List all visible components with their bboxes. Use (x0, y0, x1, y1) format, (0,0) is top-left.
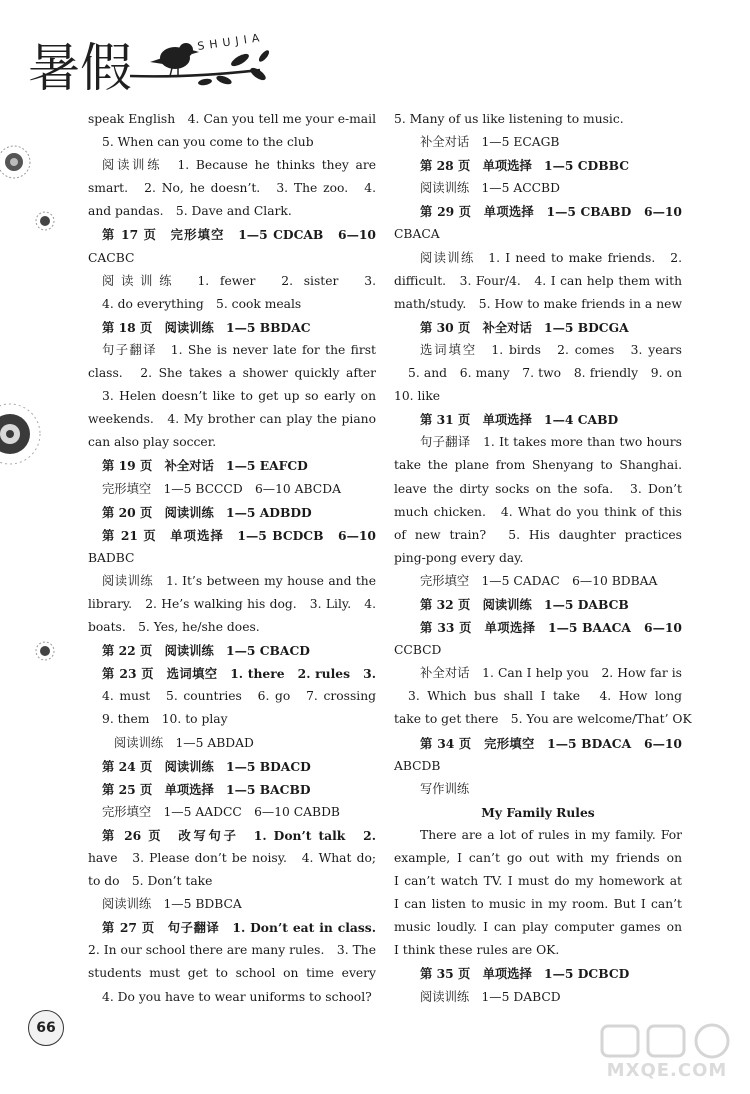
text-line: 第 27 页 句子翻译 1. Don’t eat in class. (102, 920, 376, 936)
text-line: 第 35 页 单项选择 1—5 DCBCD (420, 966, 630, 982)
watermark-text: MXQE.COM (606, 1060, 728, 1081)
text-line: 5. When can you come to the club (102, 135, 314, 150)
text-line: 第 31 页 单项选择 1—4 CABD (420, 412, 619, 428)
text-line: 3. Helen doesn’t like to get up so early on (102, 389, 376, 404)
text-line: 阅读训练 1—5 BDBCA (102, 897, 242, 912)
text-line: I can’t watch TV. I must do my homework at (394, 874, 682, 889)
sunburst-decoration (0, 140, 40, 190)
watermark-icon (592, 1022, 742, 1062)
text-line: of new train? 5. His daughter practices (394, 527, 682, 542)
text-line: CACBC (88, 250, 135, 265)
text-line: 阅读训练 1. I need to make friends. 2. (420, 250, 682, 265)
text-line: take to get there 5. You are welcome/That’ OK (394, 712, 692, 727)
text-line: 4. must 5. countries 6. go 7. crossing (102, 689, 376, 704)
text-line: 第 17 页 完形填空 1—5 CDCAB 6—10 (102, 227, 376, 243)
text-line: 第 22 页 阅读训练 1—5 CBACD (102, 643, 310, 659)
branch-icon (130, 49, 271, 86)
shujia-logo (28, 31, 271, 99)
text-line: music loudly. I can play computer games on (394, 920, 682, 935)
text-line: 句子翻译 1. She is never late for the first (102, 342, 376, 357)
left-column (88, 108, 376, 1009)
text-line: 10. like (394, 389, 441, 404)
text-line: BADBC (88, 550, 135, 565)
text-line: 第 28 页 单项选择 1—5 CDBBC (420, 158, 629, 174)
text-line: 第 26 页 改写句子 1. Don’t talk 2. (102, 827, 376, 843)
large-sunburst-decoration (0, 400, 48, 470)
text-line: There are a lot of rules in my family. For (420, 827, 682, 842)
text-line: students must get to school on time every (88, 966, 376, 981)
text-line: ping-pong every day. (394, 550, 524, 565)
text-line: ABCDB (394, 758, 441, 773)
text-line: class. 2. She takes a shower quickly after (88, 366, 376, 381)
text-line: 阅读训练 1. fewer 2. sister 3. (102, 273, 376, 288)
text-line: 2. In our school there are many rules. 3. The (88, 943, 376, 958)
text-line: 第 33 页 单项选择 1—5 BAACA 6—10 (420, 620, 682, 636)
text-line: CCBCD (394, 643, 442, 658)
text-line: weekends. 4. My brother can play the piano (88, 412, 376, 427)
text-line: 9. them 10. to play (102, 712, 228, 727)
text-line: to do 5. Don’t take (88, 874, 213, 889)
text-line: 写作训练 (420, 781, 470, 796)
header-pinyin: SHUJIA (196, 30, 266, 53)
text-line: 完形填空 1—5 CADAC 6—10 BDBAA (420, 573, 658, 588)
text-line: 4. do everything 5. cook meals (102, 296, 302, 311)
text-line: example, I can’t go out with my friends on (394, 851, 682, 865)
text-line: 补全对话 1. Can I help you 2. How far is (420, 666, 682, 681)
text-line: 第 25 页 单项选择 1—5 BACBD (102, 781, 311, 797)
text-line: 第 19 页 补全对话 1—5 EAFCD (102, 458, 308, 474)
text-line: 阅读训练 1—5 ABDAD (114, 735, 254, 750)
text-line: much chicken. 4. What do you think of this (394, 504, 682, 519)
essay-title: My Family Rules (481, 804, 595, 820)
text-line: take the plane from Shenyang to Shanghai. (394, 458, 682, 473)
text-line: difficult. 3. Four/4. 4. I can help them with (394, 273, 682, 288)
text-line: 第 29 页 单项选择 1—5 CBABD 6—10 (420, 204, 682, 220)
right-column (394, 108, 692, 1009)
text-line: 第 23 页 选词填空 1. there 2. rules 3. (102, 666, 376, 682)
header-title: 暑假 (28, 39, 133, 99)
text-line: 第 32 页 阅读训练 1—5 DABCB (420, 596, 629, 612)
text-line: 4. Do you have to wear uniforms to school? (102, 989, 372, 1004)
text-line: 第 18 页 阅读训练 1—5 BBDAC (102, 319, 311, 335)
text-line: I can listen to music in my room. But I can’t (394, 897, 682, 912)
text-line: CBACA (394, 227, 440, 242)
bird-icon (150, 43, 199, 76)
text-line: 第 24 页 阅读训练 1—5 BDACD (102, 758, 311, 774)
text-line: speak English 4. Can you tell me your e-mail (88, 112, 376, 126)
text-line: smart. 2. No, he doesn’t. 3. The zoo. 4. (88, 181, 376, 196)
text-line: 5. and 6. many 7. two 8. friendly 9. on (408, 366, 682, 381)
text-line: 补全对话 1—5 ECAGB (420, 135, 560, 150)
text-line: 阅读训练 1. Because he thinks they are (102, 158, 376, 173)
text-line: math/study. 5. How to make friends in a new (394, 296, 682, 311)
text-line: 第 30 页 补全对话 1—5 BDCGA (420, 319, 629, 335)
text-line: 3. Which bus shall I take 4. How long (408, 689, 682, 704)
page-number: 66 (28, 1010, 64, 1046)
text-line: I think these rules are OK. (394, 943, 560, 958)
text-line: 完形填空 1—5 AADCC 6—10 CABDB (102, 804, 340, 819)
text-line: library. 2. He’s walking his dog. 3. Lily. 4. (88, 596, 376, 611)
text-line: 阅读训练 1—5 ACCBD (420, 181, 560, 196)
text-line: 5. Many of us like listening to music. (394, 112, 624, 126)
text-line: 阅读训练 1—5 DABCD (420, 989, 561, 1004)
text-line: have 3. Please don’t be noisy. 4. What do; (88, 851, 376, 865)
text-line: 第 20 页 阅读训练 1—5 ADBDD (102, 504, 312, 520)
text-line: 选词填空 1. birds 2. comes 3. years (420, 342, 682, 357)
text-line: and pandas. 5. Dave and Clark. (88, 204, 292, 219)
dot-decoration (34, 640, 56, 662)
text-line: boats. 5. Yes, he/she does. (88, 620, 260, 635)
dot-decoration (34, 210, 56, 232)
text-line: 第 21 页 单项选择 1—5 BCDCB 6—10 (102, 527, 376, 543)
text-line: 阅读训练 1. It’s between my house and the (102, 573, 376, 588)
text-line: can also play soccer. (88, 435, 217, 450)
text-line: leave the dirty socks on the sofa. 3. Don’t (394, 481, 682, 496)
text-line: 第 34 页 完形填空 1—5 BDACA 6—10 (420, 735, 682, 751)
text-line: 完形填空 1—5 BCCCD 6—10 ABCDA (102, 481, 341, 496)
watermark-logo (592, 1022, 742, 1092)
header-banner (0, 0, 750, 110)
text-line: 句子翻译 1. It takes more than two hours (420, 435, 682, 450)
